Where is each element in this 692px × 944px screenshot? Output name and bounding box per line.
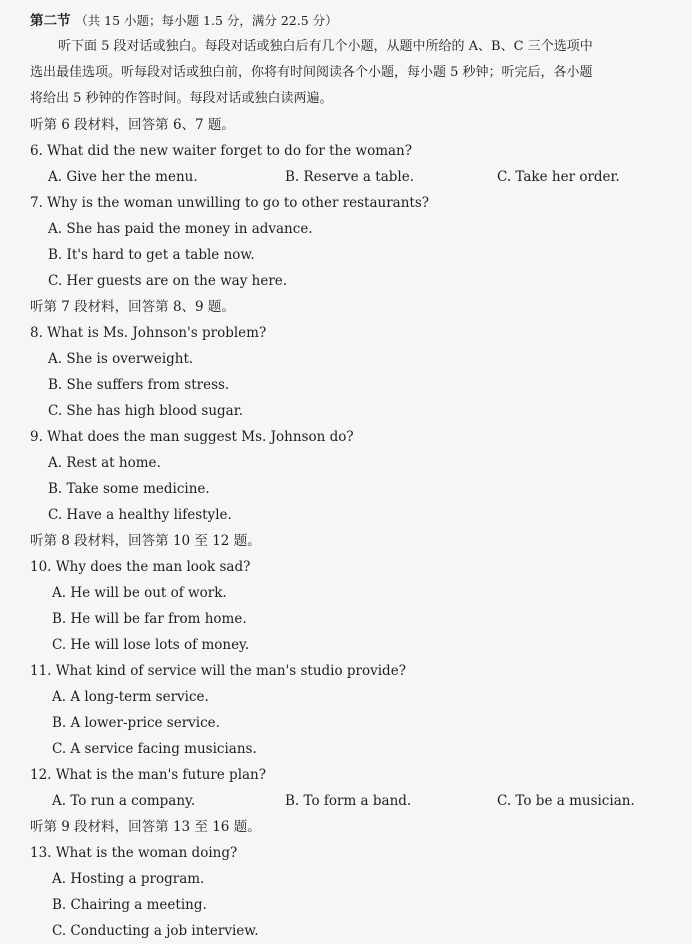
option-b[interactable]: B. A lower-price service. — [52, 715, 220, 731]
question-12: 12. What is the man's future plan? — [30, 767, 266, 783]
option-b[interactable]: B. Take some medicine. — [48, 481, 210, 497]
option-a[interactable]: A. Give her the menu. — [48, 169, 198, 185]
option-a[interactable]: A. She is overweight. — [48, 351, 194, 367]
option-c[interactable]: C. To be a musician. — [497, 793, 635, 809]
option-b[interactable]: B. She suffers from stress. — [48, 377, 230, 393]
option-b[interactable]: B. To form a band. — [285, 793, 412, 809]
option-c[interactable]: C. He will lose lots of money. — [52, 637, 250, 653]
group-instruction: 听第 8 段材料，回答第 10 至 12 题。 — [30, 533, 261, 549]
option-b[interactable]: B. He will be far from home. — [52, 611, 247, 627]
option-a[interactable]: A. Rest at home. — [48, 455, 161, 471]
question-8: 8. What is Ms. Johnson's problem? — [30, 325, 267, 341]
option-c[interactable]: C. Take her order. — [497, 169, 620, 185]
option-a[interactable]: A. He will be out of work. — [52, 585, 227, 601]
option-a[interactable]: A. She has paid the money in advance. — [48, 221, 313, 237]
option-a[interactable]: A. A long-term service. — [52, 689, 209, 705]
question-13: 13. What is the woman doing? — [30, 845, 238, 861]
option-a[interactable]: A. To run a company. — [52, 793, 196, 809]
option-b[interactable]: B. Chairing a meeting. — [52, 897, 207, 913]
question-11: 11. What kind of service will the man's studio provide? — [30, 663, 406, 679]
group-instruction: 听第 6 段材料，回答第 6、7 题。 — [30, 117, 235, 133]
question-9: 9. What does the man suggest Ms. Johnson do? — [30, 429, 354, 445]
option-c[interactable]: C. Conducting a job interview. — [52, 923, 259, 939]
options-row-q12 — [0, 788, 692, 814]
option-a[interactable]: A. Hosting a program. — [52, 871, 205, 887]
option-b[interactable]: B. It's hard to get a table now. — [48, 247, 255, 263]
section-note: （共 15 小题；每小题 1.5 分，满分 22.5 分） — [75, 13, 338, 28]
intro-line-3: 将给出 5 秒钟的作答时间。每段对话或独白读两遍。 — [30, 91, 333, 106]
section-header — [0, 8, 692, 34]
option-c[interactable]: C. A service facing musicians. — [52, 741, 257, 757]
question-7: 7. Why is the woman unwilling to go to other restaurants? — [30, 195, 430, 211]
intro-line-1: 听下面 5 段对话或独白。每段对话或独白后有几个小题，从题中所给的 A、B、C 三个选项中 — [58, 39, 593, 54]
question-10: 10. Why does the man look sad? — [30, 559, 251, 575]
intro-line-2: 选出最佳选项。听每段对话或独白前，你将有时间阅读各个小题，每小题 5 秒钟；听完后，各小题 — [30, 65, 593, 80]
group-instruction: 听第 9 段材料，回答第 13 至 16 题。 — [30, 819, 261, 835]
option-b[interactable]: B. Reserve a table. — [285, 169, 414, 185]
section-title: 第二节 — [30, 13, 71, 29]
option-c[interactable]: C. Her guests are on the way here. — [48, 273, 288, 289]
option-c[interactable]: C. She has high blood sugar. — [48, 403, 243, 419]
question-6: 6. What did the new waiter forget to do for the woman? — [30, 143, 412, 159]
options-row-q6 — [0, 164, 692, 190]
group-instruction: 听第 7 段材料，回答第 8、9 题。 — [30, 299, 235, 315]
option-c[interactable]: C. Have a healthy lifestyle. — [48, 507, 232, 523]
